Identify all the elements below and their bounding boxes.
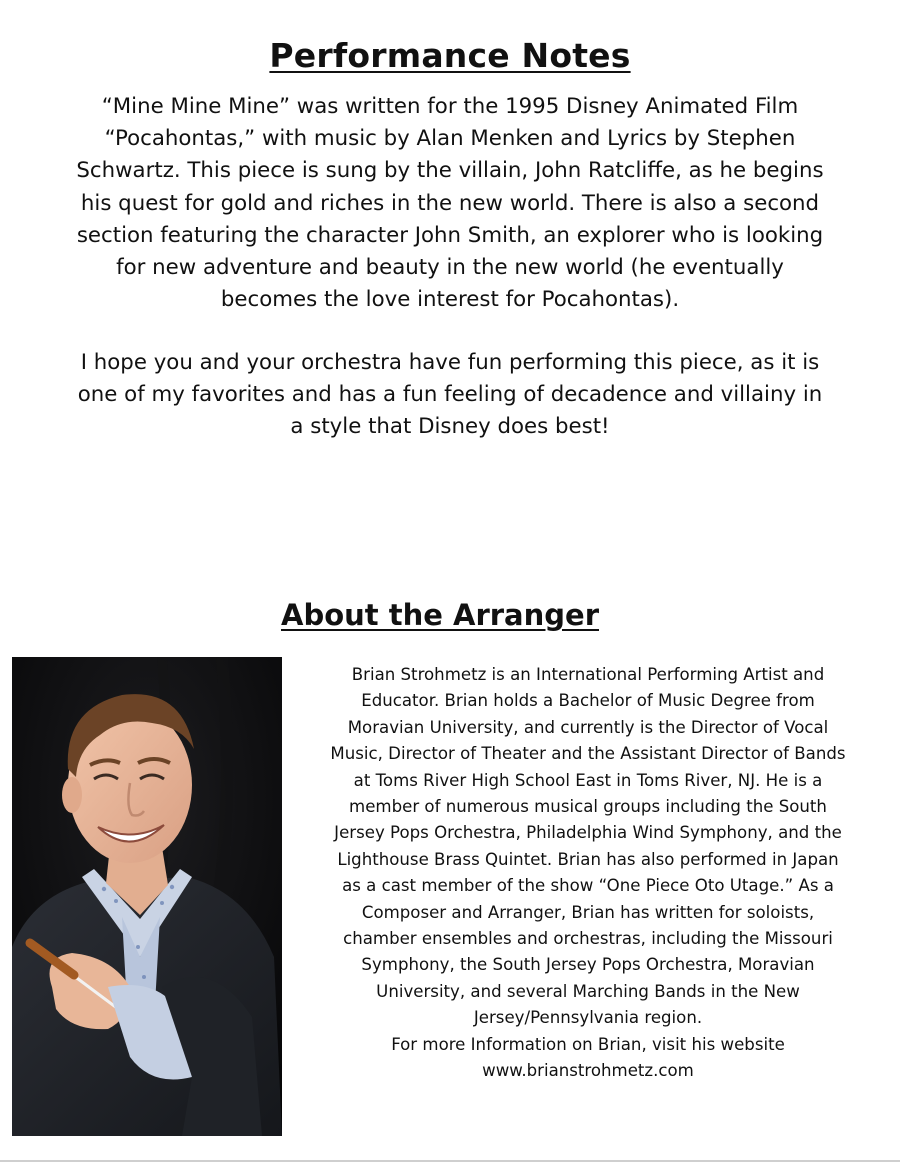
performance-notes-paragraph-1 — [40, 91, 860, 316]
arranger-portrait-illustration — [12, 657, 282, 1136]
about-arranger-heading: About the Arranger — [281, 598, 599, 632]
notes-line: Schwartz. This piece is sung by the villain, John Ratcliffe, as he begins — [76, 158, 824, 184]
notes-line: “Mine Mine Mine” was written for the 1995 Disney Animated Film — [101, 94, 799, 119]
notes-line: a style that Disney does best! — [290, 414, 610, 440]
bio-line: Composer and Arranger, Brian has written for soloists, — [361, 902, 815, 922]
bio-line: Moravian University, and currently is the Director of Vocal — [347, 717, 829, 737]
page-bottom-divider — [0, 1160, 900, 1162]
notes-line: for new adventure and beauty in the new world (he eventually — [116, 255, 784, 281]
bio-line: Symphony, the South Jersey Pops Orchestra, Moravian — [361, 955, 815, 975]
notes-line: his quest for gold and riches in the new world. There is also a second — [80, 190, 820, 216]
bio-line: as a cast member of the show “One Piece Oto Utage.” As a — [342, 876, 834, 896]
notes-line: one of my favorites and has a fun feeling of decadence and villainy in — [77, 382, 823, 408]
bio-line: For more Information on Brian, visit his website — [391, 1034, 785, 1054]
bio-line: University, and several Marching Bands in the New — [376, 981, 800, 1001]
bio-line: member of numerous musical groups including the South — [349, 797, 827, 817]
bio-line: Music, Director of Theater and the Assistant Director of Bands — [330, 744, 846, 764]
arranger-photo — [12, 657, 282, 1136]
notes-line: section featuring the character John Smith, an explorer who is looking — [76, 222, 824, 248]
arranger-bio — [294, 662, 882, 1085]
bio-line: Lighthouse Brass Quintet. Brian has also performed in Japan — [337, 849, 839, 869]
notes-line: becomes the love interest for Pocahontas). — [220, 287, 680, 313]
notes-line: I hope you and your orchestra have fun performing this piece, as it is — [80, 350, 820, 375]
bio-line: at Toms River High School East in Toms River, NJ. He is a — [353, 770, 823, 790]
bio-line: chamber ensembles and orchestras, including the Missouri — [343, 929, 833, 949]
performance-notes-paragraph-2 — [40, 347, 860, 444]
bio-line: Brian Strohmetz is an International Performing Artist and — [351, 665, 825, 684]
bio-line: Educator. Brian holds a Bachelor of Music Degree from — [361, 691, 815, 711]
website-link[interactable]: www.brianstrohmetz.com — [482, 1061, 694, 1081]
notes-line: “Pocahontas,” with music by Alan Menken and Lyrics by Stephen — [104, 126, 796, 152]
bio-line: Jersey Pops Orchestra, Philadelphia Wind Symphony, and the — [334, 823, 842, 843]
bio-line: Jersey/Pennsylvania region. — [473, 1008, 703, 1028]
performance-notes-heading: Performance Notes — [269, 36, 631, 75]
